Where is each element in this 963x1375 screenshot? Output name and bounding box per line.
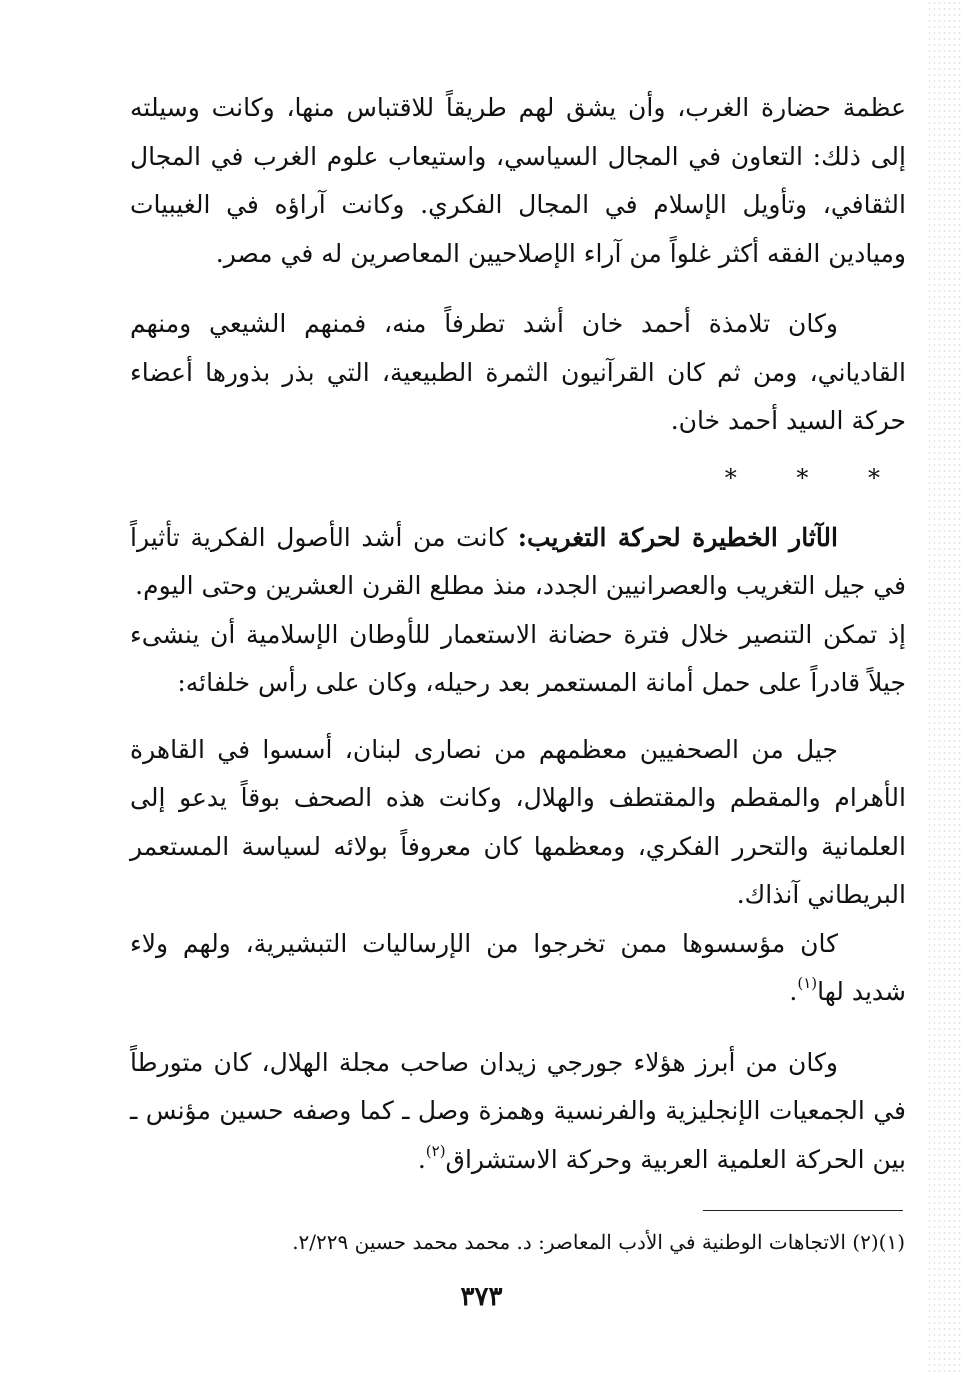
paragraph-6-end: . (789, 977, 798, 1006)
paragraph-7 (130, 1039, 906, 1185)
paragraph-6 (130, 920, 906, 1017)
paragraph-7-text: وكان من أبرز هؤلاء جورجي زيدان صاحب مجلة الهلال، كان متورطاً في الجمعيات الإنجليزية والفرنسية وهمزة وصل ـ كما وصفه حسين مؤنس ـ بين الحركة العلمية العربية وحركة الاستشراق (130, 1047, 906, 1174)
footnote-ref-2[interactable]: (٢) (425, 1141, 446, 1160)
paragraph-4: إذ تمكن التنصير خلال فترة حضانة الاستعمار للأوطان الإسلامية أن ينشىء جيلاً قادراً على حمل أمانة المستعمر بعد رحيله، وكان على رأس خلفائه: (130, 619, 906, 697)
paragraph-7-end: . (417, 1144, 426, 1174)
page-edge-texture (927, 0, 963, 1375)
footnote-divider (703, 1210, 903, 1211)
section-separator: * * * (724, 463, 906, 492)
paragraph-6-text: كان مؤسسوها ممن تخرجوا من الإرساليات التبشيرية، ولهم ولاء شديد لها (130, 928, 906, 1006)
page-number: ٣٧٣ (460, 1282, 503, 1312)
section-heading: الآثار الخطيرة لحركة التغريب: (517, 522, 838, 552)
paragraph-3 (130, 514, 906, 611)
paragraph-3-text: كانت من أشد الأصول الفكرية تأثيراً في جيل التغريب والعصرانيين الجدد، منذ مطلع القرن العشرين وحتى اليوم. (130, 522, 906, 600)
page-body (130, 84, 906, 1184)
paragraph-1: عظمة حضارة الغرب، وأن يشق لهم طريقاً للاقتباس منها، وكانت وسيلته إلى ذلك: التعاون في المجال السياسي، واستيعاب علوم الغرب في المجال الثقافي، وتأويل الإسلام في المجال الفكري. وكانت آراؤه في الغيبيات وميادين الفقه أكثر غلواً من آراء الإصلاحيين المعاصرين له في مصر. (130, 93, 906, 268)
footnote-ref-1[interactable]: (١) (797, 974, 818, 992)
paragraph-5: جيل من الصحفيين معظمهم من نصارى لبنان، أسسوا في القاهرة الأهرام والمقطم والمقتطف والهلال، وكانت هذه الصحف بوقاً يدعو إلى العلمانية والتحرر الفكري، ومعظمها كان معروفاً بولائه لسياسة المستعمر البريطاني آنذاك. (130, 734, 906, 909)
footnote: (١)(٢) الاتجاهات الوطنية في الأدب المعاصر: د. محمد محمد حسين ٢/٢٢٩. (292, 1230, 905, 1254)
paragraph-2: وكان تلامذة أحمد خان أشد تطرفاً منه، فمنهم الشيعي ومنهم القادياني، ومن ثم كان القرآنيون الثمرة الطبيعية، التي بذر بذورها أعضاء حركة السيد أحمد خان. (130, 309, 906, 435)
